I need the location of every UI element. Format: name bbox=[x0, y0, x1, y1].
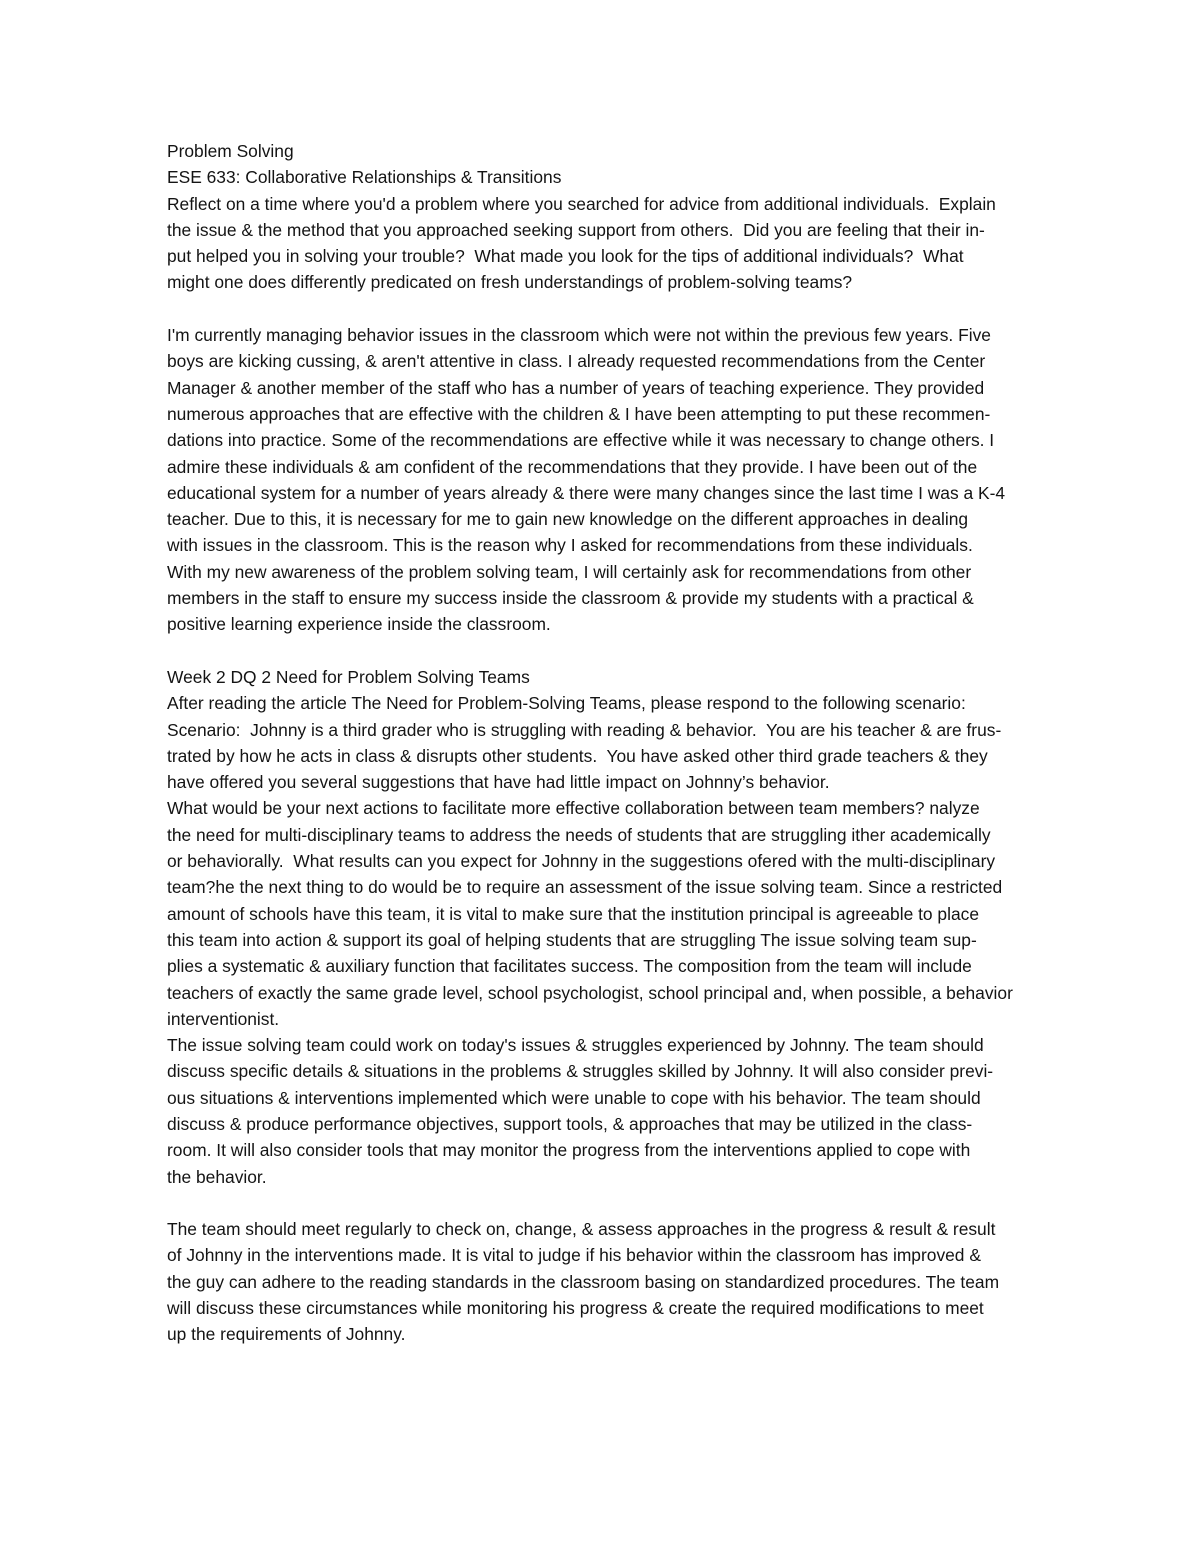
text-line: What would be your next actions to facilitate more effective collaboration between team members? nalyze bbox=[167, 798, 980, 819]
text-line: up the requirements of Johnny. bbox=[167, 1324, 406, 1345]
text-line: I'm currently managing behavior issues in the classroom which were not within the previous few years. Five bbox=[167, 325, 991, 346]
section-closing-paragraph bbox=[167, 1216, 1127, 1347]
text-line: team?he the next thing to do would be to require an assessment of the issue solving team. Since a restricted bbox=[167, 877, 1003, 898]
text-line: the guy can adhere to the reading standards in the classroom basing on standardized procedures. The team bbox=[167, 1271, 1000, 1292]
text-line: members in the staff to ensure my success inside the classroom & provide my students with a practical & bbox=[167, 588, 974, 609]
document-page bbox=[167, 138, 1127, 1348]
text-line: the need for multi-disciplinary teams to address the needs of students that are struggling ither academically bbox=[167, 824, 991, 845]
text-line: With my new awareness of the problem solving team, I will certainly ask for recommendations from other bbox=[167, 561, 972, 582]
text-line: After reading the article The Need for Problem-Solving Teams, please respond to the following scenario: bbox=[167, 693, 966, 714]
text-line: might one does differently predicated on fresh understandings of problem-solving teams? bbox=[167, 272, 853, 293]
text-line: The issue solving team could work on today's issues & struggles experienced by Johnny. The team should bbox=[167, 1035, 984, 1056]
text-line: Scenario: Johnny is a third grader who is struggling with reading & behavior. You are his teacher & are frus- bbox=[167, 719, 1002, 740]
text-line: interventionist. bbox=[167, 1008, 280, 1029]
section-week-2-dq-2 bbox=[167, 664, 1127, 1190]
text-line: the behavior. bbox=[167, 1166, 267, 1187]
text-line: have offered you several suggestions that have had little impact on Johnny’s behavior. bbox=[167, 772, 830, 793]
text-line: the issue & the method that you approached seeking support from others. Did you are feeling that their in- bbox=[167, 219, 985, 240]
text-line: teachers of exactly the same grade level, school psychologist, school principal and, when possible, a behavior bbox=[167, 982, 1013, 1003]
section-heading: Week 2 DQ 2 Need for Problem Solving Teams bbox=[167, 666, 530, 687]
paragraph-gap bbox=[167, 638, 1127, 664]
text-line: The team should meet regularly to check on, change, & assess approaches in the progress & result & result bbox=[167, 1219, 996, 1240]
text-line: or behaviorally. What results can you expect for Johnny in the suggestions ofered with the multi-disciplinary bbox=[167, 851, 996, 872]
text-line: this team into action & support its goal of helping students that are struggling The issue solving team sup- bbox=[167, 929, 977, 950]
document-title: Problem Solving bbox=[167, 141, 294, 161]
text-line: of Johnny in the interventions made. It is vital to judge if his behavior within the classroom has improved & bbox=[167, 1245, 981, 1266]
text-line: boys are kicking cussing, & aren't attentive in class. I already requested recommendations from the Center bbox=[167, 351, 986, 372]
paragraph-gap bbox=[167, 1190, 1127, 1216]
text-line: educational system for a number of years already & there were many changes since the last time I was a K-4 bbox=[167, 482, 1006, 503]
text-line: positive learning experience inside the classroom. bbox=[167, 614, 551, 635]
text-line: Reflect on a time where you'd a problem where you searched for advice from additional individuals. Explain bbox=[167, 193, 996, 214]
text-line: with issues in the classroom. This is the reason why I asked for recommendations from these individuals. bbox=[167, 535, 973, 556]
text-line: amount of schools have this team, it is vital to make sure that the institution principal is agreeable to place bbox=[167, 903, 979, 924]
section-problem-solving-prompt bbox=[167, 138, 1127, 296]
section-response-paragraph bbox=[167, 322, 1127, 638]
text-line: ous situations & interventions implemented which were unable to cope with his behavior. The team should bbox=[167, 1087, 981, 1108]
course-title: ESE 633: Collaborative Relationships & Transitions bbox=[167, 167, 562, 188]
text-line: dations into practice. Some of the recommendations are effective while it was necessary to change others. I bbox=[167, 430, 995, 451]
text-line: discuss & produce performance objectives, support tools, & approaches that may be utilized in the class- bbox=[167, 1113, 973, 1134]
text-line: discuss specific details & situations in the problems & struggles skilled by Johnny. It will also consider previ- bbox=[167, 1061, 994, 1082]
text-line: room. It will also consider tools that may monitor the progress from the interventions applied to cope with bbox=[167, 1140, 971, 1161]
text-line: admire these individuals & am confident of the recommendations that they provide. I have been out of the bbox=[167, 456, 978, 477]
text-line: teacher. Due to this, it is necessary for me to gain new knowledge on the different approaches in dealing bbox=[167, 509, 969, 530]
paragraph-gap bbox=[167, 296, 1127, 322]
text-line: Manager & another member of the staff who has a number of years of teaching experience. They provided bbox=[167, 377, 985, 398]
text-line: numerous approaches that are effective with the children & I have been attempting to put these recommen- bbox=[167, 403, 991, 424]
text-line: put helped you in solving your trouble? What made you look for the tips of additional individuals? What bbox=[167, 246, 964, 267]
text-line: plies a systematic & auxiliary function that facilitates success. The composition from the team will include bbox=[167, 956, 972, 977]
text-line: will discuss these circumstances while monitoring his progress & create the required modifications to meet bbox=[167, 1298, 984, 1319]
text-line: trated by how he acts in class & disrupts other students. You have asked other third grade teachers & they bbox=[167, 745, 988, 766]
